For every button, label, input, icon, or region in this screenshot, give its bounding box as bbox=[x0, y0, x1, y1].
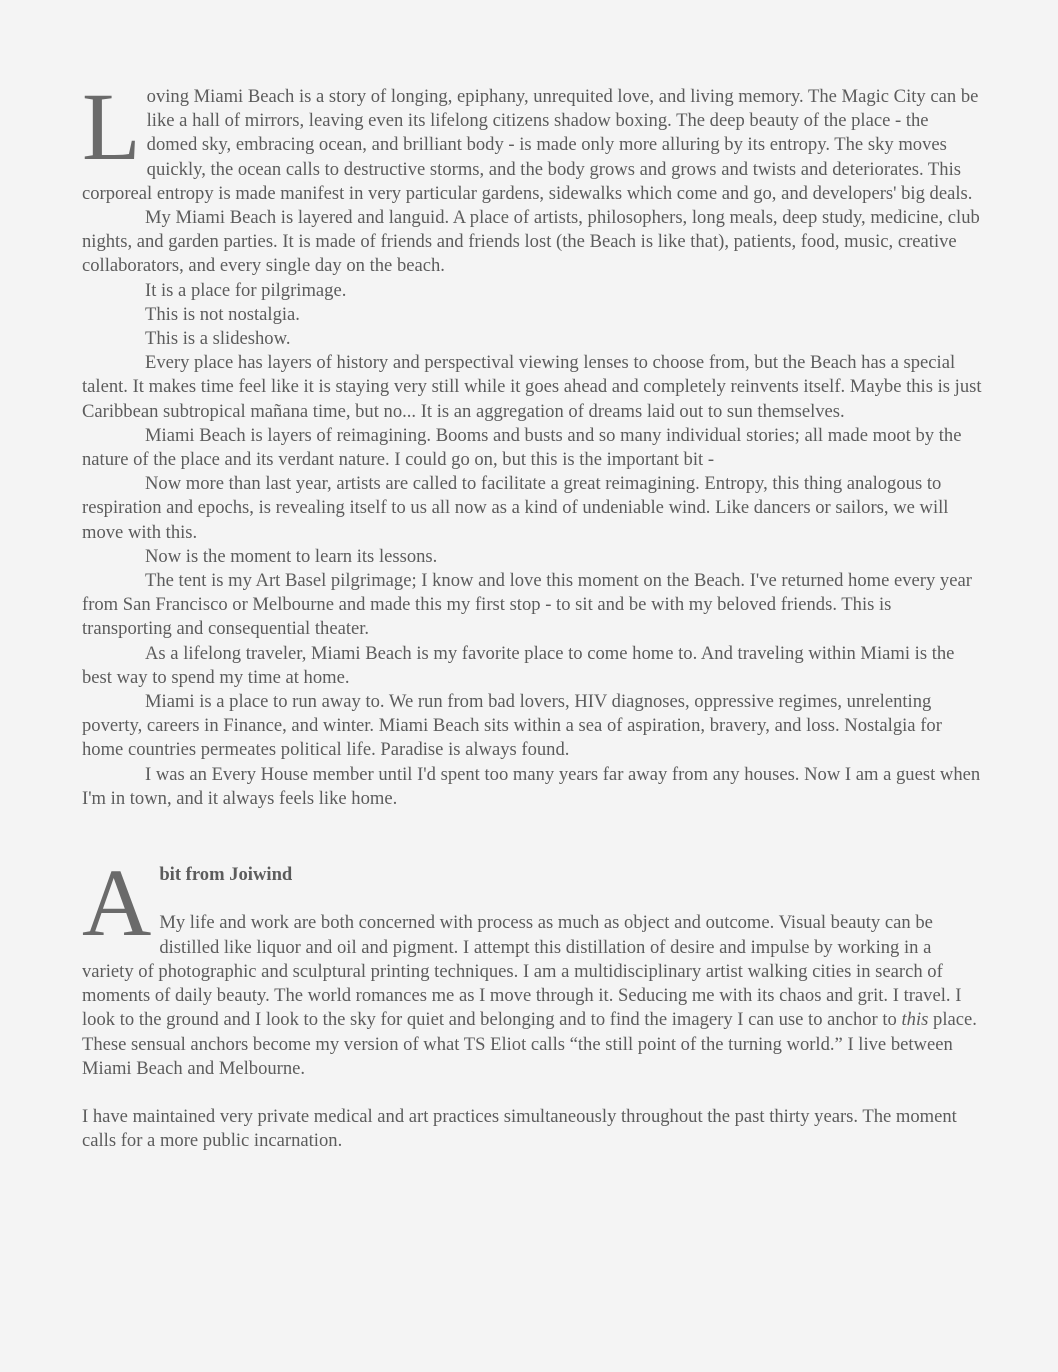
essay-paragraph: Miami Beach is layers of reimagining. Booms and busts and so many individual stories; all made moot by the nature of the place and its verdant nature. I could go on, but this is the important bit - bbox=[82, 424, 962, 471]
bio-emphasis-this: this bbox=[901, 1009, 929, 1031]
paragraph-spacer bbox=[82, 1081, 982, 1105]
essay-first-paragraph-text: oving Miami Beach is a story of longing, epiphany, unrequited love, and living memory. The Magic City can be like a hall of mirrors, leaving even its lifelong citizens shadow boxing. The deep beauty of the place - the domed sky, embracing ocean, and brilliant body - is made only more alluring by its entropy. The sky moves quickly, the ocean calls to destructive storms, and the body grows and grows and twists and deteriorates. This corporeal entropy is made manifest in very particular gardens, sidewalks which come and go, and developers' big deals. bbox=[82, 86, 979, 204]
essay-paragraph: This is a slideshow. bbox=[145, 328, 291, 350]
bio-heading: bit from Joiwind bbox=[159, 864, 293, 886]
drop-cap-a: A bbox=[82, 849, 152, 957]
essay-paragraph: I was an Every House member until I'd spent too many years far away from any houses. Now I am a guest when I'm in town, and it always feels like home. bbox=[82, 763, 981, 809]
essay-paragraph: The tent is my Art Basel pilgrimage; I know and love this moment on the Beach. I've returned home every year from San Francisco or Melbourne and made this my first stop - to sit and be with my beloved friends. This is transporting and consequential theater. bbox=[82, 570, 972, 640]
essay-paragraph: Every place has layers of history and perspectival viewing lenses to choose from, but the Beach has a special talent. It makes time feel like it is staying very still while it goes ahead and completely reinvents itself. Maybe this is just Caribbean subtropical mañana time, but no... It is an aggregation of dreams laid out to sun themselves. bbox=[82, 352, 982, 422]
drop-cap-l: L bbox=[82, 73, 141, 180]
bio-paragraph-1-tail: place. These sensual anchors become my version of what TS Eliot calls “the still point of the turning world.” I live between Miami Beach and Melbourne. bbox=[82, 1009, 977, 1079]
essay-paragraph: As a lifelong traveler, Miami Beach is my favorite place to come home to. And traveling within Miami is the best way to spend my time at home. bbox=[82, 642, 955, 688]
bio-paragraph-2: I have maintained very private medical and art practices simultaneously throughout the past thirty years. The moment calls for a more public incarnation. bbox=[82, 1106, 957, 1152]
bio-section bbox=[82, 849, 982, 1153]
essay-paragraph: Now is the moment to learn its lessons. bbox=[145, 545, 438, 567]
essay-paragraph: Miami is a place to run away to. We run from bad lovers, HIV diagnoses, oppressive regimes, unrelenting poverty, careers in Finance, and winter. Miami Beach sits within a sea of aspiration, bravery, and loss. Nostalgia for home countries permeates political life. Paradise is always found. bbox=[82, 691, 942, 761]
bio-paragraph-1-text: My life and work are both concerned with process as much as object and outcome. Visual beauty can be distilled like liquor and oil and pigment. I attempt this distillation of desire and impulse by working in a variety of photographic and sculptural printing techniques. I am a multidisciplinary artist walking cities in search of moments of daily beauty. The world romances me as I move through it. Seducing me with its chaos and grit. I travel. I look to the ground and I look to the sky for quiet and belonging and to find the imagery I can use to anchor to bbox=[82, 912, 962, 1031]
essay-paragraph: Now more than last year, artists are called to facilitate a great reimagining. Entropy, this thing analogous to respiration and epochs, is revealing itself to us all now as a kind of undeniable wind. Like dancers or sailors, we will move with this. bbox=[82, 473, 949, 543]
essay-paragraph: It is a place for pilgrimage. bbox=[145, 279, 347, 301]
essay-paragraph: My Miami Beach is layered and languid. A place of artists, philosophers, long meals, deep study, medicine, club nights, and garden parties. It is made of friends and friends lost (the Beach is like that), patients, food, music, creative collaborators, and every single day on the beach. bbox=[82, 207, 980, 277]
document-page bbox=[82, 73, 982, 1154]
bio-paragraph-1 bbox=[82, 911, 982, 1080]
essay-paragraph: This is not nostalgia. bbox=[145, 303, 300, 325]
essay-first-paragraph bbox=[82, 73, 982, 206]
essay-section bbox=[82, 73, 982, 811]
